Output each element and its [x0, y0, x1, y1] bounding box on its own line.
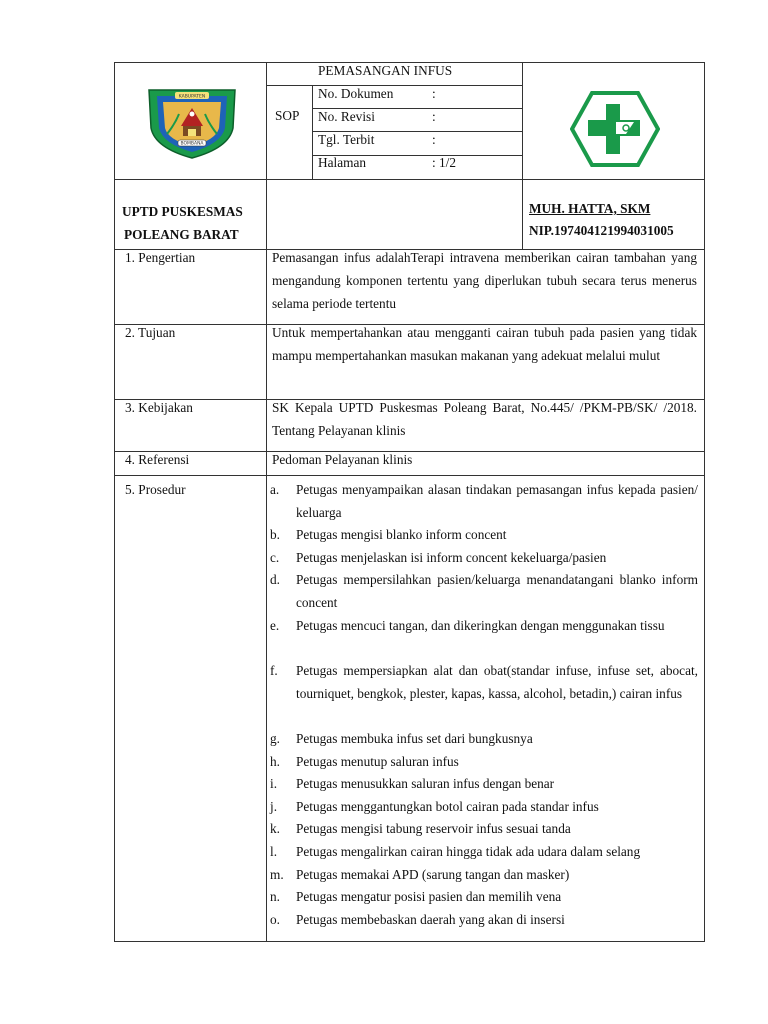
section-text-referensi: Pedoman Pelayanan klinis — [272, 452, 413, 467]
col-divider-left — [266, 62, 267, 942]
procedure-item — [270, 728, 698, 751]
district-shield-logo — [145, 84, 239, 160]
logo-text-bottom: BOMBANA — [180, 141, 204, 147]
section-label-pengertian: 1. Pengertian — [125, 250, 196, 265]
meta-value-halaman: : 1/2 — [432, 155, 457, 170]
procedure-text: Petugas membuka infus set dari bungkusnya — [296, 731, 533, 746]
procedure-letter: l. — [270, 844, 278, 859]
procedure-letter: d. — [270, 572, 280, 587]
procedure-letter: n. — [270, 889, 280, 904]
procedure-letter: f. — [270, 663, 278, 678]
procedure-item — [270, 818, 698, 841]
procedure-letter: g. — [270, 731, 280, 746]
meta-value-dokumen: : — [432, 86, 436, 101]
procedure-letter: o. — [270, 912, 280, 927]
procedure-text: Petugas menyampaikan alasan tindakan pemasangan infus kepada pasien/ keluarga — [296, 482, 698, 520]
section-text-kebijakan: SK Kepala UPTD Puskesmas Poleang Barat, No.445/ /PKM-PB/SK/ /2018. Tentang Pelayanan klinis — [272, 400, 697, 438]
procedure-letter: m. — [270, 867, 284, 882]
procedure-item — [270, 773, 698, 796]
section-text-pengertian: Pemasangan infus adalahTerapi intravena memberikan cairan tambahan yang mengandung komponen tertentu yang diperlukan tubuh secara terus menerus selama periode tertentu — [272, 250, 697, 311]
procedure-item — [270, 615, 698, 638]
col-divider-right — [522, 62, 523, 249]
procedure-text: Petugas mengisi tabung reservoir infus sesuai tanda — [296, 821, 571, 836]
meta-label-terbit: Tgl. Terbit — [318, 132, 375, 147]
procedure-text: Petugas menusukkan saluran infus dengan benar — [296, 776, 555, 791]
puskesmas-logo — [570, 90, 660, 168]
procedure-letter: h. — [270, 754, 280, 769]
meta-label-dokumen: No. Dokumen — [318, 86, 394, 101]
title-underline — [266, 85, 522, 86]
procedure-text: Petugas mempersiapkan alat dan obat(standar infuse, infuse set, abocat, tourniquet, bengkok, plester, kapas, kassa, alcohol, betadin,) cairan infus — [296, 663, 698, 701]
document-title: PEMASANGAN INFUS — [318, 63, 453, 78]
section-text-tujuan: Untuk mempertahankan atau mengganti cairan tubuh pada pasien yang tidak mampu mempertahankan masukan makanan yang adekuat melalui mulut — [272, 325, 697, 363]
procedure-letter: i. — [270, 776, 278, 791]
signer-name: MUH. HATTA, SKM — [529, 201, 651, 216]
procedure-item — [270, 660, 698, 705]
meta-label-halaman: Halaman — [318, 155, 366, 170]
procedure-letter: c. — [270, 550, 280, 565]
procedure-letter: a. — [270, 482, 280, 497]
procedure-letter: j. — [270, 799, 278, 814]
sop-divider — [312, 85, 313, 179]
meta-label-revisi: No. Revisi — [318, 109, 375, 124]
procedure-item — [270, 909, 698, 932]
procedure-item — [270, 524, 698, 547]
procedure-text: Petugas menutup saluran infus — [296, 754, 459, 769]
meta-value-terbit: : — [432, 132, 436, 147]
procedure-text: Petugas mengatur posisi pasien dan memilih vena — [296, 889, 562, 904]
procedure-text: Petugas mencuci tangan, dan dikeringkan dengan menggunakan tissu — [296, 618, 665, 633]
procedure-text: Petugas mempersilahkan pasien/keluarga menandatangani blanko inform concent — [296, 572, 698, 610]
section-label-tujuan: 2. Tujuan — [125, 325, 176, 340]
row-line-5 — [114, 475, 705, 476]
procedure-item — [270, 547, 698, 570]
procedure-item — [270, 886, 698, 909]
sop-label: SOP — [275, 108, 300, 123]
procedure-item — [270, 479, 698, 524]
procedure-letter: k. — [270, 821, 280, 836]
procedure-letter: b. — [270, 527, 280, 542]
procedure-item — [270, 841, 698, 864]
procedure-item — [270, 864, 698, 887]
logo-text-top: KABUPATEN — [178, 94, 206, 100]
procedure-letter: e. — [270, 618, 280, 633]
procedure-item — [270, 569, 698, 614]
procedure-text: Petugas mengisi blanko inform concent — [296, 527, 507, 542]
header-bottom-line — [114, 179, 705, 180]
section-label-kebijakan: 3. Kebijakan — [125, 400, 193, 415]
procedure-item — [270, 751, 698, 774]
section-label-referensi: 4. Referensi — [125, 452, 190, 467]
procedure-text: Petugas membebaskan daerah yang akan di insersi — [296, 912, 565, 927]
org-name-line2: POLEANG BARAT — [124, 227, 239, 242]
procedure-item — [270, 796, 698, 819]
procedure-text: Petugas memakai APD (sarung tangan dan masker) — [296, 867, 570, 882]
procedure-text: Petugas menggantungkan botol cairan pada standar infus — [296, 799, 599, 814]
org-name-line1: UPTD PUSKESMAS — [122, 204, 243, 219]
signer-nip: NIP.197404121994031005 — [529, 223, 674, 238]
procedure-text: Petugas mengalirkan cairan hingga tidak ada udara dalam selang — [296, 844, 641, 859]
section-label-prosedur: 5. Prosedur — [125, 482, 186, 497]
meta-value-revisi: : — [432, 109, 436, 124]
procedure-text: Petugas menjelaskan isi inform concent kekeluarga/pasien — [296, 550, 607, 565]
